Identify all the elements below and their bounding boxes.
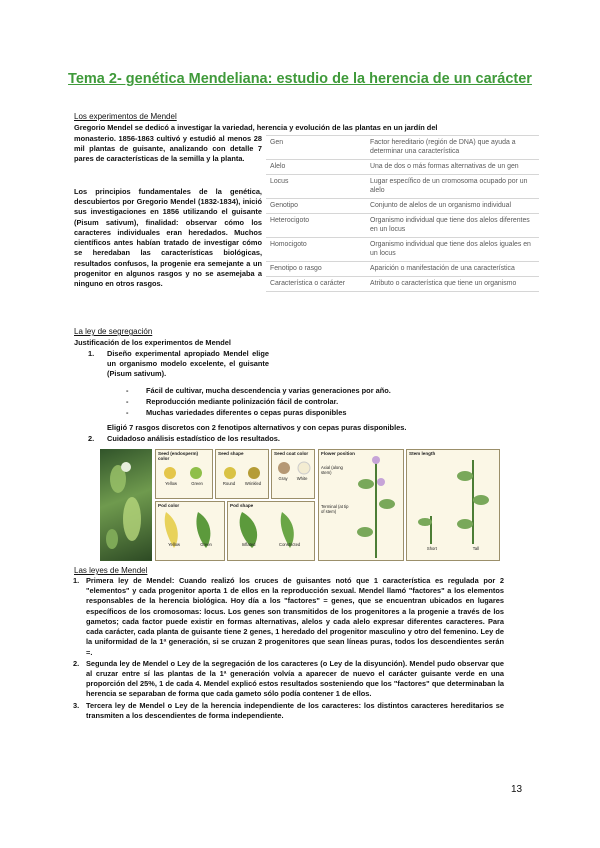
definition-text: Atributo o característica que tiene un organismo — [366, 276, 539, 291]
definition-text: Organismo individual que tiene dos alelos iguales en un locus — [366, 237, 539, 261]
definition-text: Lugar específico de un cromosoma ocupado por un alelo — [366, 174, 539, 198]
segregation-elected: Eligió 7 rasgos discretos con 2 fenotipos alternativos y con cepas puras disponibles. — [107, 423, 407, 432]
list-item-text: Tercera ley de Mendel o Ley de la herencia independiente de los caracteres: los distintos caracteres hereditarios se transmiten a los descendientes de forma independiente. — [86, 700, 504, 720]
definition-term: Heterocigoto — [266, 213, 366, 237]
table-row — [266, 174, 539, 198]
label: Constricted — [279, 542, 301, 548]
label: Wrinkled — [244, 481, 262, 487]
panel-labels — [218, 482, 266, 487]
pea-plant-photo — [100, 449, 152, 561]
seed-icon — [274, 460, 314, 476]
bullet-item — [126, 386, 446, 397]
definition-term: Locus — [266, 174, 366, 198]
table-row — [266, 198, 539, 213]
definitions-table — [266, 135, 539, 292]
list-item — [73, 658, 504, 700]
label: Tall — [472, 546, 480, 552]
page-number: 13 — [511, 784, 523, 795]
list-item-number: 3. — [73, 700, 80, 710]
label: Gray — [278, 476, 288, 482]
panel-title: Flower position — [321, 451, 355, 456]
seed-icon — [158, 465, 210, 481]
bullet-item — [126, 408, 446, 419]
panel-title: Seed shape — [218, 451, 244, 456]
list-item — [73, 700, 504, 721]
definition-text: Aparición o manifestación de una característica — [366, 261, 539, 276]
page-title: Tema 2- genética Mendeliana: estudio de la herencia de un carácter — [68, 71, 532, 87]
panel-pod-color — [155, 501, 225, 561]
definition-text: Organismo individual que tiene dos alelos diferentes en un locus — [366, 213, 539, 237]
bullet-mark: - — [126, 408, 129, 417]
bullet-text: Reproducción mediante polinización fácil de controlar. — [146, 397, 339, 406]
label: Round — [222, 481, 236, 487]
panel-title: Pod color — [158, 503, 180, 508]
panel-labels — [409, 547, 497, 552]
table-row — [266, 276, 539, 291]
panel-title: Pod shape — [230, 503, 254, 508]
definition-term: Gen — [266, 136, 366, 160]
experiments-principles: Los principios fundamentales de la genética, descubiertos por Gregorio Mendel (1832-1834), inició sus investigaciones en 1856 utilizando el guisante (Pisum sativum), finalidad: observar cómo los caracteres individuales eran heredados. Muchos científicos antes habían tratado de investigar cómo se heredaban las características biológicas, resultados confusos, la progenie era semejante a un progenitor en algunos rasgos y no se asemejaba a ninguno en otros rasgos. — [74, 187, 262, 288]
stem-plant-icon — [409, 456, 497, 546]
panel-labels — [158, 482, 210, 487]
segregation-subtitle: Justificación de los experimentos de Mendel — [74, 338, 231, 347]
segregation-item1-number: 1. — [88, 349, 95, 358]
table-row — [266, 261, 539, 276]
bullet-text: Muchas variedades diferentes o cepas puras disponibles — [146, 408, 347, 417]
panel-title: Seed (endosperm) color — [158, 451, 199, 462]
segregation-item2: Cuidadoso análisis estadístico de los resultados. — [107, 434, 280, 443]
definition-term: Homocigoto — [266, 237, 366, 261]
pea-traits-figure — [100, 449, 500, 561]
definition-term: Fenotipo o rasgo — [266, 261, 366, 276]
label: Green — [200, 542, 212, 548]
section-heading-segregation: La ley de segregación — [74, 327, 153, 336]
list-item-number: 2. — [73, 658, 80, 668]
definition-text: Factor hereditario (región de DNA) que ayuda a determinar una característica — [366, 136, 539, 160]
definition-term: Alelo — [266, 159, 366, 174]
definition-text: Una de dos o más formas alternativas de un gen — [366, 159, 539, 174]
label: Yellow — [165, 481, 178, 487]
segregation-bullets — [126, 386, 446, 419]
table-row — [266, 237, 539, 261]
list-item-text: Segunda ley de Mendel o Ley de la segregación de los caracteres (o Ley de la disyunción). Mendel pudo observar que al cruzar entre sí las plantas de la 1ª generación volvía a aparecer de nuevo el carácter guisante verde en una proporción del 25%, 1 de cada 4. Mendel explicó estos resultados sosteniendo que los "factores" que determinaban la herencia se separaban de forma que cada gameto sólo podía contener 1 de ellos. — [86, 658, 504, 699]
table-row — [266, 136, 539, 160]
label: Axial (along stem) — [321, 465, 343, 475]
definition-term: Genotipo — [266, 198, 366, 213]
experiments-intro-rest: monasterio. 1856-1863 cultivó y estudió al menos 28 mil plantas de guisante, analizando con detalle 7 pares de características de la semilla y la planta. — [74, 134, 262, 164]
label: Inflated — [241, 542, 256, 548]
panel-seed-color — [155, 449, 213, 499]
pea-pod-icon — [100, 449, 152, 561]
panel-title: Seed coat color — [274, 451, 309, 456]
panel-title: Stem length — [409, 451, 436, 456]
list-item-text: Primera ley de Mendel: Cuando realizó los cruces de guisantes notó que 1 característica es regulada por 2 "elementos" y cada progenitor aporta 1 de ellos en la reproducción sexual. Mendel llamó "factores" a los elementos responsables de la herencia biológica. Hoy día a los "factores" = genes, que se encuentran ubicados en lugares específicos de los cromosomas: locus. Los genes son transmitidos de los progenitores a la progenie a través de los gametos; cada factor puede existir en formas alternativas, alelos y cada alelo expresar diferentes caracteres. Para cada carácter, cada planta de guisante tiene 2 genes, 1 heredado del progenitor masculino y otro del femenino. Ley de la uniformidad de la 1ª generación, si se cruzan 2 progenitores que sean líneas puras, todos los descendientes serán =. — [86, 576, 504, 657]
experiments-intro-line: Gregorio Mendel se dedicó a investigar la variedad, herencia y evolución de las plantas en un jardín del — [74, 123, 438, 132]
section-heading-experiments: Los experimentos de Mendel — [74, 112, 177, 121]
bullet-mark: - — [126, 397, 129, 406]
panel-seed-coat — [271, 449, 315, 499]
label: Yellow — [168, 542, 181, 548]
panel-seed-shape — [215, 449, 269, 499]
flower-plant-icon — [351, 454, 401, 560]
list-item — [73, 576, 504, 658]
table-row — [266, 213, 539, 237]
label: White — [296, 476, 308, 482]
seed-icon — [218, 465, 268, 481]
label: Green — [191, 481, 203, 487]
table-row — [266, 159, 539, 174]
definition-term: Característica o carácter — [266, 276, 366, 291]
label: Terminal (at tip of stem) — [321, 504, 349, 514]
laws-list — [73, 576, 504, 722]
bullet-text: Fácil de cultivar, mucha descendencia y varias generaciones por año. — [146, 386, 391, 395]
segregation-item2-number: 2. — [88, 434, 95, 443]
bullet-item — [126, 397, 446, 408]
bullet-mark: - — [126, 386, 129, 395]
section-heading-laws: Las leyes de Mendel — [74, 566, 148, 575]
label: Short — [426, 546, 437, 552]
definition-text: Conjunto de alelos de un organismo individual — [366, 198, 539, 213]
panel-stem-length — [406, 449, 500, 561]
list-item-number: 1. — [73, 576, 80, 585]
segregation-item1: Diseño experimental apropiado Mendel elige un organismo modelo excelente, el guisante (Pisum sativum). — [107, 349, 269, 379]
panel-labels — [274, 477, 312, 482]
panel-flower-position — [318, 449, 404, 561]
panel-pod-shape — [227, 501, 315, 561]
